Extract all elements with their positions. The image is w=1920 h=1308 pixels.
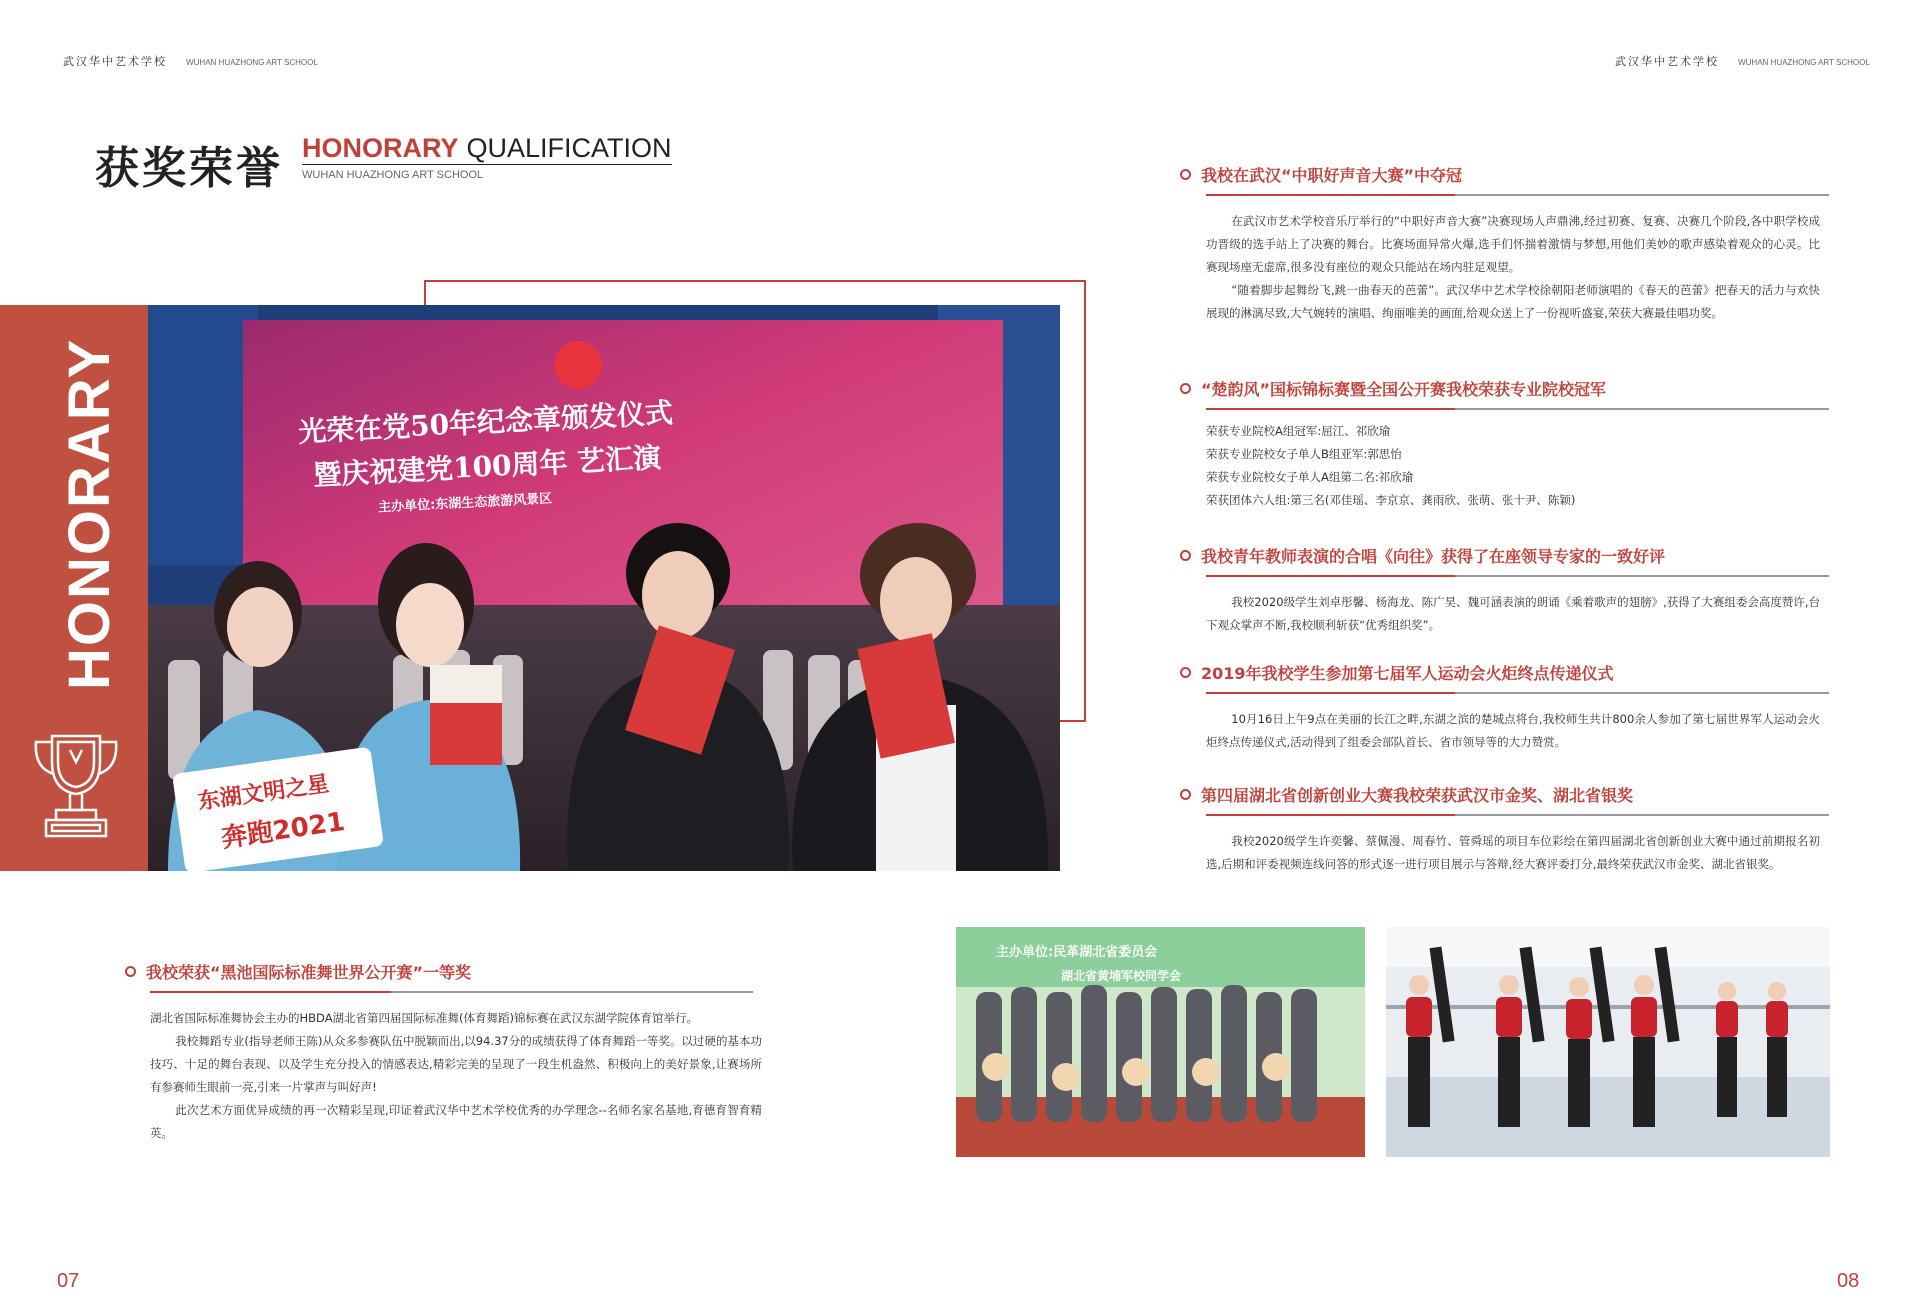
screen-text-line2: 暨庆祝建党100周年 艺汇演 — [312, 440, 662, 493]
school-name-en: WUHAN HUAZHONG ART SCHOOL — [1738, 58, 1870, 67]
circle-bullet-icon — [1180, 550, 1191, 561]
section-title: 第四届湖北省创新创业大赛我校荣获武汉市金奖、湖北省银奖 — [1180, 783, 1820, 806]
header-right — [1615, 50, 1870, 69]
list-item: 荣获专业院校女子单人B组亚军:郭思怡 — [1206, 447, 1402, 461]
hero-photo — [148, 305, 1060, 871]
circle-bullet-icon — [125, 966, 136, 977]
section-divider — [1206, 692, 1829, 694]
section-title: 我校荣获“黑池国际标准舞世界公开赛”一等奖 — [125, 960, 765, 983]
section-list — [1206, 420, 1820, 512]
section-title: 我校青年教师表演的合唱《向往》获得了在座领导专家的一致好评 — [1180, 544, 1820, 567]
practice-photo — [1386, 927, 1830, 1157]
section-body: 我校2020级学生刘卓彤馨、杨海龙、陈广昊、魏可涵表演的朗诵《乘着歌声的翅膀》,获得了大赛组委会高度赞许,台下观众掌声不断,我校顺利斩获“优秀组织奖”。 — [1206, 595, 1820, 632]
list-item: 荣获团体六人组:第三名(邓佳瑶、李京京、龚雨欣、张萌、张十尹、陈颖) — [1206, 493, 1576, 507]
header-left — [63, 50, 318, 69]
section-divider — [1206, 814, 1829, 816]
school-name-en: WUHAN HUAZHONG ART SCHOOL — [186, 58, 318, 67]
section-left — [125, 960, 765, 1145]
section-title: 2019年我校学生参加第七届军人运动会火炬终点传递仪式 — [1180, 661, 1820, 684]
circle-bullet-icon — [1180, 789, 1191, 800]
banner-line2: 湖北省黄埔军校同学会 — [1061, 969, 1182, 983]
list-item: 荣获专业院校女子单人A组第二名:祁欣瑜 — [1206, 470, 1414, 484]
trophy-icon — [30, 728, 122, 843]
section-1 — [1180, 163, 1820, 325]
title-en-regular: QUALIFICATION — [466, 133, 672, 163]
screen-text-line3: 主办单位:东湖生态旅游风景区 — [377, 491, 553, 516]
section-4 — [1180, 661, 1820, 754]
section-divider — [1206, 575, 1829, 577]
sign-line1: 东湖文明之星 — [196, 771, 331, 815]
circle-bullet-icon — [1180, 667, 1191, 678]
page-title-cn: 获奖荣誉 — [95, 143, 283, 194]
side-vertical-text: HONORARY — [57, 337, 122, 690]
section-title: 我校在武汉“中职好声音大赛”中夺冠 — [1180, 163, 1820, 186]
section-divider — [1206, 194, 1829, 196]
screen-text-line1: 光荣在党50年纪念章颁发仪式 — [297, 396, 674, 449]
performance-photo — [956, 927, 1365, 1157]
section-3 — [1180, 544, 1820, 637]
title-underline — [302, 164, 672, 165]
circle-bullet-icon — [1180, 383, 1191, 394]
section-body: 湖北省国际标准舞协会主办的HBDA湖北省第四届国际标准舞(体育舞蹈)锦标赛在武汉东湖学院体育馆举行。 我校舞蹈专业(指导老师王陈)从众多参赛队伍中脱颖而出,以94.37分的成绩获得了体育舞蹈一等奖。以过硬的基本功技巧、十足的舞台表现、以及学生充分投入的情感表达,精彩完美的呈现了一段生机盎然、积极向上的美好景象,让赛场所有参赛师生眼前一亮,引来一片掌声与叫好声! 此次艺术方面优异成绩的再一次精彩呈现,印证着武汉华中艺术学校优秀的办学理念--名师名家名基地,育德育智育精英。 — [150, 1011, 762, 1140]
section-divider — [1206, 408, 1829, 410]
section-body: 在武汉市艺术学校音乐厅举行的“中职好声音大赛”决赛现场人声鼎沸,经过初赛、复赛、决赛几个阶段,各中职学校成功晋级的选手站上了决赛的舞台。比赛场面异常火爆,选手们怀揣着激情与梦想,用他们美妙的歌声感染着观众的心灵。比赛现场座无虚席,很多没有座位的观众只能站在场内驻足观望。 “随着脚步起舞纷飞,跳一曲春天的芭蕾”。武汉华中艺术学校徐朝阳老师演唱的《春天的芭蕾》把春天的活力与欢快展现的淋漓尽致,大气婉转的演唱、绚丽唯美的画面,给观众送上了一份视听盛宴,荣获大赛最佳唱功奖。 — [1206, 214, 1820, 320]
section-body: 10月16日上午9点在美丽的长江之畔,东湖之滨的楚城点将台,我校师生共计800余人参加了第七届世界军人运动会火炬终点传递仪式,活动得到了组委会部队首长、省市领导等的大力赞赏。 — [1206, 712, 1820, 749]
school-name-cn: 武汉华中艺术学校 — [1615, 55, 1719, 68]
title-subtitle: WUHAN HUAZHONG ART SCHOOL — [302, 169, 484, 181]
section-title: “楚韵风”国标锦标赛暨全国公开赛我校荣获专业院校冠军 — [1180, 377, 1820, 400]
section-body: 我校2020级学生许奕馨、蔡佩漫、周春竹、管舜瑶的项目车位彩绘在第四届湖北省创新创业大赛中通过前期报名初选,后期和评委视频连线问答的形式逐一进行项目展示与答辩,经大赛评委打分,最终荣获武汉市金奖、湖北省银奖。 — [1206, 834, 1820, 871]
banner-line1: 主办单位:民革湖北省委员会 — [996, 945, 1158, 960]
page-title-en — [302, 133, 672, 164]
page-number-left: 07 — [57, 1270, 80, 1292]
page-number-right: 08 — [1837, 1270, 1860, 1292]
list-item: 荣获专业院校A组冠军:屈江、祁欣瑜 — [1206, 424, 1391, 438]
title-en-bold: HONORARY — [302, 133, 459, 163]
section-divider — [150, 991, 753, 993]
circle-bullet-icon — [1180, 169, 1191, 180]
sign-line2: 奔跑2021 — [219, 806, 347, 855]
school-name-cn: 武汉华中艺术学校 — [63, 55, 167, 68]
section-5 — [1180, 783, 1820, 876]
section-2 — [1180, 377, 1820, 512]
